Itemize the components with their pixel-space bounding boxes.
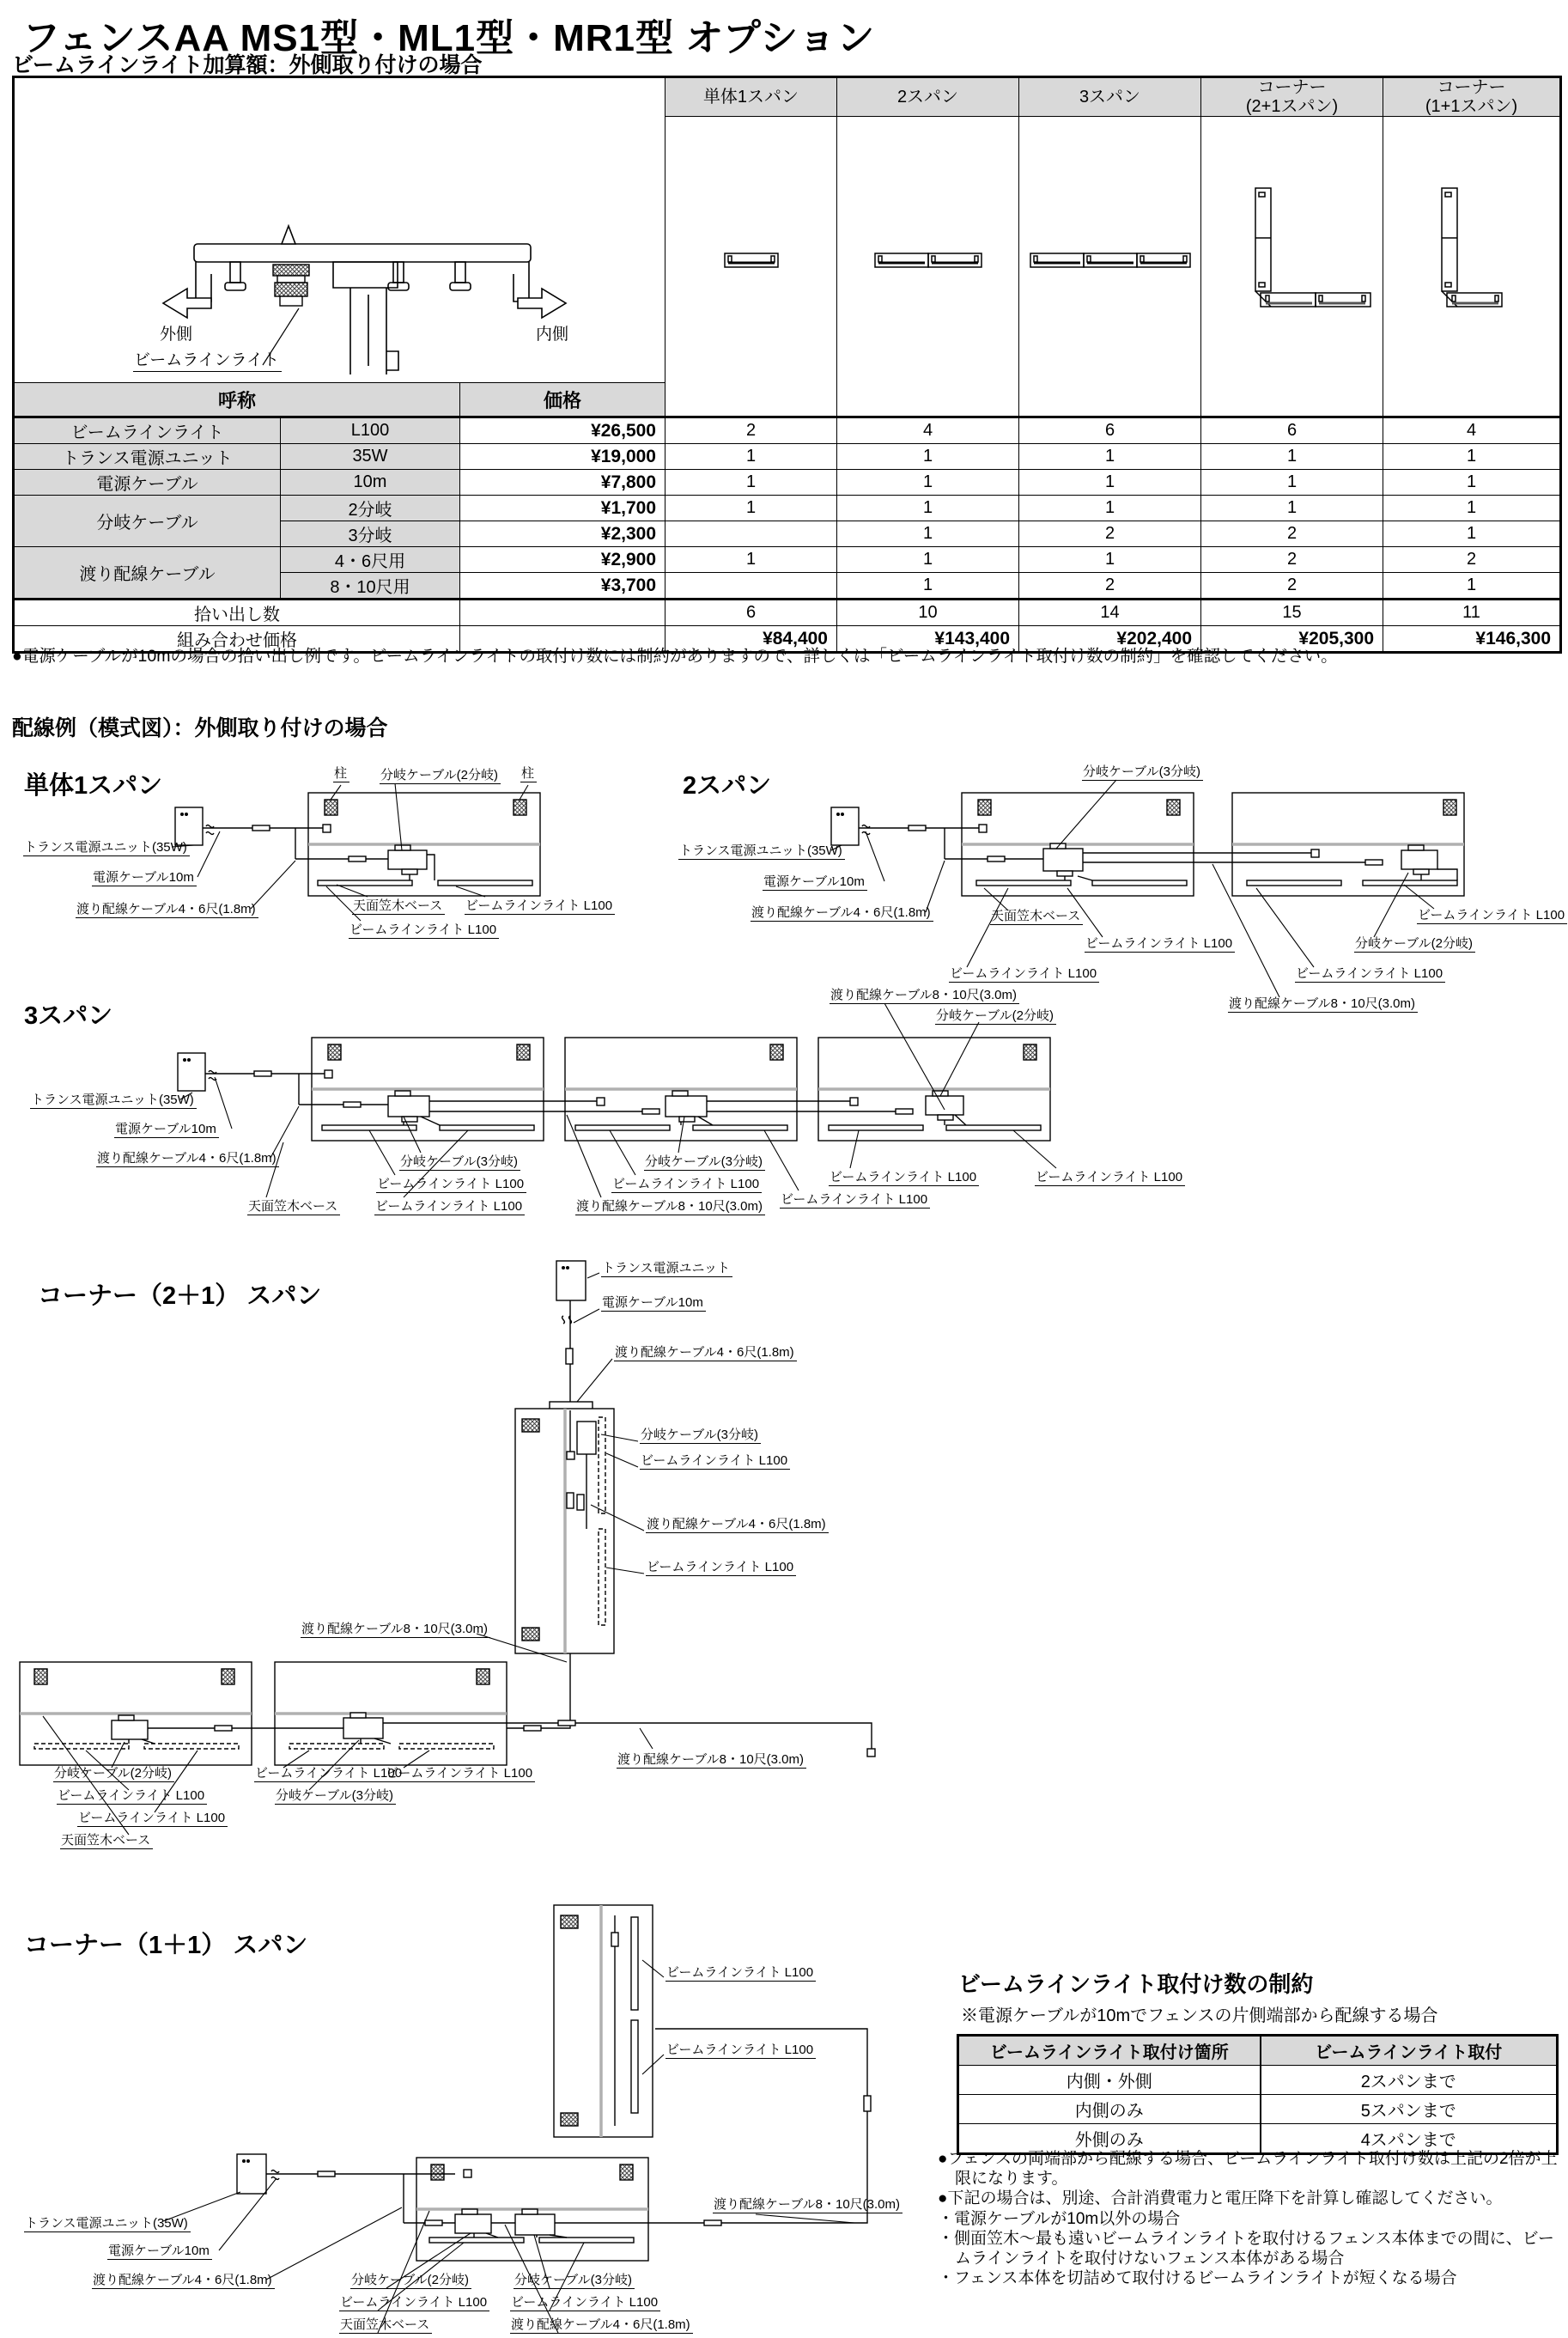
qty-cell: 1 [837, 521, 1019, 547]
pricing-heading: ビームラインライト加算額：外側取り付けの場合 [12, 53, 483, 77]
label-cross810: 渡り配線ケーブル8・10尺(3.0m) [301, 1622, 490, 1638]
diagram-title: 3スパン [24, 1002, 113, 1030]
label-cross46: 渡り配線ケーブル4・6尺(1.8m) [751, 905, 933, 922]
label-power-cable: 電源ケーブル10m [114, 1122, 219, 1138]
item-price: ¥2,900 [460, 547, 665, 573]
qty-cell: 2 [1383, 547, 1561, 573]
label-light: ビームラインライト L100 [376, 1177, 526, 1193]
qty-cell: 6 [1019, 417, 1201, 444]
qty-cell: 2 [1019, 573, 1201, 600]
col-header-corner11: コーナー (1+1スパン) [1383, 77, 1561, 117]
label-light: ビームラインライト L100 [1295, 966, 1445, 983]
pickup-qty: 14 [1019, 600, 1201, 626]
qty-cell: 1 [837, 496, 1019, 521]
limit-cell: 5スパンまで [1261, 2095, 1558, 2124]
outside-label: 外側 [160, 326, 193, 344]
item-spec: 3分岐 [281, 521, 460, 547]
table-row [14, 547, 1561, 573]
label-trans-short: トランス電源ユニット [601, 1261, 732, 1277]
col-header-3span: 3スパン [1019, 77, 1201, 117]
label-light: ビームラインライト L100 [385, 1766, 535, 1782]
diagram-corner-2plus1 [0, 1237, 979, 1860]
inside-arrow-icon [518, 289, 566, 318]
label-branch2: 分岐ケーブル(2分岐) [53, 1766, 174, 1782]
label-branch2: 分岐ケーブル(2分岐) [350, 2273, 471, 2289]
span-diagram-2span [837, 117, 1019, 417]
label-trans: トランス電源ユニット(35W) [24, 2216, 191, 2232]
label-branch2: 分岐ケーブル(2分岐) [935, 1008, 1056, 1025]
label-cross810: 渡り配線ケーブル8・10尺(3.0m) [575, 1199, 765, 1215]
item-spec: 4・6尺用 [281, 547, 460, 573]
beam-line-light-label: ビームラインライト [133, 351, 282, 372]
fence-panel-vertical [554, 1905, 653, 2137]
label-power-cable: 電源ケーブル10m [601, 1295, 706, 1312]
place-cell: 外側のみ [958, 2124, 1261, 2154]
qty-cell: 2 [1201, 521, 1383, 547]
qty-cell: 1 [837, 470, 1019, 496]
qty-cell: 1 [665, 547, 837, 573]
item-name: 電源ケーブル [14, 470, 281, 496]
item-price: ¥3,700 [460, 573, 665, 600]
qty-cell: 4 [837, 417, 1019, 444]
qty-cell: 2 [665, 417, 837, 444]
label-cap-base: 天面笠木ベース [352, 898, 445, 915]
label-light: ビームラインライト L100 [646, 1560, 796, 1576]
qty-cell: 1 [1383, 573, 1561, 600]
qty-cell: 1 [837, 444, 1019, 470]
page-title: フェンスAA MS1型・ML1型・MR1型 オプション [22, 17, 876, 59]
place-cell: 内側・外側 [958, 2066, 1261, 2095]
pickup-label: 拾い出し数 [14, 600, 460, 626]
diagram-title: 単体1スパン [24, 772, 163, 800]
label-cross46: 渡り配線ケーブル4・6尺(1.8m) [510, 2317, 693, 2334]
label-light: ビームラインライト L100 [949, 966, 1099, 983]
fence-panel [20, 1662, 252, 1765]
table-row [958, 2066, 1558, 2095]
table-row [14, 496, 1561, 521]
label-light: ビームラインライト L100 [510, 2295, 660, 2311]
diagram-two-span [678, 754, 1568, 1012]
label-cross46: 渡り配線ケーブル4・6尺(1.8m) [614, 1345, 797, 1361]
qty-cell: 1 [665, 444, 837, 470]
constraints-section [936, 1967, 1568, 2338]
label-branch2: 分岐ケーブル(2分岐) [1354, 936, 1475, 953]
qty-cell: 2 [1201, 573, 1383, 600]
qty-cell: 1 [1201, 444, 1383, 470]
outside-arrow-icon [163, 289, 211, 318]
wiring-heading: 配線例（模式図）：外側取り付けの場合 [12, 716, 388, 740]
power-unit [178, 1053, 216, 1091]
qty-cell: 1 [665, 470, 837, 496]
power-unit [831, 807, 870, 845]
label-power-cable: 電源ケーブル10m [763, 874, 867, 891]
qty-cell [665, 521, 837, 547]
note-item: ・側面笠木〜最も遠いビームラインライトを取付けるフェンス本体までの間に、ビームラインライトを取付けないフェンス本体がある場合 [938, 2229, 1554, 2268]
table-row [14, 417, 1561, 444]
qty-cell: 4 [1383, 417, 1561, 444]
qty-cell: 1 [1019, 496, 1201, 521]
pricing-footnote: ●電源ケーブルが10mの場合の拾い出し例です。ビームラインライトの取付け数には制約がありますので、詳しくは「ビームラインライト取付け数の制約」を確認してください。 [12, 647, 1338, 666]
empty-cell [460, 600, 665, 626]
label-cap-base: 天面笠木ベース [60, 1833, 153, 1849]
label-post: 柱 [520, 766, 537, 782]
label-light: ビームラインライト L100 [77, 1811, 228, 1827]
qty-cell: 6 [1201, 417, 1383, 444]
qty-cell [665, 573, 837, 600]
limit-cell: 2スパンまで [1261, 2066, 1558, 2095]
total-price: ¥84,400 [665, 626, 837, 653]
item-spec: 10m [281, 470, 460, 496]
label-branch3: 分岐ケーブル(3分岐) [275, 1788, 396, 1805]
label-cross810: 渡り配線ケーブル8・10尺(3.0m) [713, 2197, 903, 2213]
item-price: ¥7,800 [460, 470, 665, 496]
pickup-qty: 15 [1201, 600, 1383, 626]
constraints-col2-header: ビームラインライト取付 [1261, 2036, 1558, 2066]
item-price: ¥26,500 [460, 417, 665, 444]
power-unit [556, 1261, 586, 1324]
label-cap-base: 天面笠木ベース [339, 2317, 432, 2334]
place-cell: 内側のみ [958, 2095, 1261, 2124]
item-spec: 35W [281, 444, 460, 470]
diagram-title: コーナー（2＋1） スパン [38, 1282, 322, 1310]
qty-cell: 2 [1201, 547, 1383, 573]
label-power-cable: 電源ケーブル10m [107, 2244, 212, 2260]
qty-cell: 1 [1383, 521, 1561, 547]
label-branch3: 分岐ケーブル(3分岐) [514, 2273, 635, 2289]
name-header: 呼称 [14, 383, 460, 417]
label-branch2: 分岐ケーブル(2分岐) [380, 768, 501, 784]
label-light: ビームラインライト L100 [254, 1766, 404, 1782]
diagram-title: 2スパン [683, 772, 772, 800]
qty-cell: 1 [1383, 444, 1561, 470]
label-light: ビームラインライト L100 [465, 898, 615, 915]
label-cross810: 渡り配線ケーブル8・10尺(3.0m) [830, 988, 1019, 1004]
label-light: ビームラインライト L100 [57, 1788, 207, 1805]
label-power-cable: 電源ケーブル10m [92, 870, 197, 886]
qty-cell: 1 [1019, 470, 1201, 496]
item-price: ¥19,000 [460, 444, 665, 470]
span-diagram-corner11 [1383, 117, 1561, 417]
constraints-col1-header: ビームラインライト取付け箇所 [958, 2036, 1261, 2066]
note-item: ・フェンス本体を切詰めて取付けるビームラインライトが短くなる場合 [938, 2269, 1457, 2288]
light-bar [976, 880, 1457, 886]
price-header: 価格 [460, 383, 665, 417]
qty-cell: 1 [1019, 547, 1201, 573]
constraints-table [957, 2034, 1559, 2155]
label-cross810: 渡り配線ケーブル8・10尺(3.0m) [1228, 996, 1418, 1013]
constraints-heading: ビームラインライト取付け数の制約 [958, 1971, 1314, 1997]
item-price: ¥2,300 [460, 521, 665, 547]
total-price: ¥205,300 [1201, 626, 1383, 653]
qty-cell: 1 [1383, 470, 1561, 496]
label-cap-base: 天面笠木ベース [247, 1199, 340, 1215]
label-trans: トランス電源ユニット(35W) [30, 1093, 197, 1109]
label-light: ビームラインライト L100 [780, 1192, 930, 1209]
total-price: ¥146,300 [1383, 626, 1561, 653]
table-row [14, 470, 1561, 496]
qty-cell: 1 [1383, 496, 1561, 521]
constraints-note: ※電源ケーブルが10mでフェンスの片側端部から配線する場合 [961, 2006, 1438, 2025]
limit-cell: 4スパンまで [1261, 2124, 1558, 2154]
label-light: ビームラインライト L100 [1085, 936, 1235, 953]
label-branch3: 分岐ケーブル(3分岐) [644, 1154, 765, 1171]
note-item: ●フェンスの両端部から配線する場合、ビームラインライト取付け数は上記の2倍が上限になります。 [938, 2150, 1558, 2189]
item-spec: L100 [281, 417, 460, 444]
total-price: ¥143,400 [837, 626, 1019, 653]
constraints-notes [938, 2149, 1568, 2288]
label-light: ビームラインライト L100 [665, 1965, 816, 1982]
label-light: ビームラインライト L100 [339, 2295, 489, 2311]
fence-panel [275, 1662, 507, 1765]
label-trans: トランス電源ユニット(35W) [23, 840, 190, 856]
label-light: ビームラインライト L100 [665, 2043, 816, 2059]
table-row [958, 2095, 1558, 2124]
col-header-1span: 単体1スパン [665, 77, 837, 117]
label-light: ビームラインライト L100 [1417, 908, 1567, 924]
item-name: トランス電源ユニット [14, 444, 281, 470]
diagram-single-span [0, 754, 678, 977]
pickup-row [14, 600, 1561, 626]
col-header-corner21: コーナー (2+1スパン) [1201, 77, 1383, 117]
qty-cell: 1 [665, 496, 837, 521]
wire [550, 1300, 593, 1410]
label-light: ビームラインライト L100 [349, 922, 499, 939]
label-post: 柱 [333, 766, 349, 782]
table-row [14, 444, 1561, 470]
label-cross46: 渡り配線ケーブル4・6尺(1.8m) [96, 1151, 279, 1167]
span-diagram-corner21 [1201, 117, 1383, 417]
label-cross46: 渡り配線ケーブル4・6尺(1.8m) [92, 2273, 275, 2289]
item-name: 渡り配線ケーブル [14, 547, 281, 600]
note-item: ●下記の場合は、別途、合計消費電力と電圧降下を計算し確認してください。 [938, 2189, 1503, 2208]
diagram-title: コーナー（1＋1） スパン [24, 1932, 308, 1959]
qty-cell: 1 [837, 573, 1019, 600]
label-light: ビームラインライト L100 [1035, 1170, 1185, 1186]
label-cap-base: 天面笠木ベース [990, 909, 1083, 925]
branch-splitter-3 [1043, 843, 1083, 876]
label-trans: トランス電源ユニット(35W) [678, 843, 845, 860]
label-branch3: 分岐ケーブル(3分岐) [1082, 764, 1203, 781]
label-cross46: 渡り配線ケーブル4・6尺(1.8m) [646, 1517, 829, 1533]
item-spec: 8・10尺用 [281, 573, 460, 600]
span-diagram-3span [1019, 117, 1201, 417]
qty-cell: 1 [1201, 470, 1383, 496]
item-name: ビームラインライト [14, 417, 281, 444]
label-light: ビームラインライト L100 [611, 1177, 762, 1193]
inside-label: 内側 [536, 326, 569, 344]
pickup-qty: 10 [837, 600, 1019, 626]
note-item: ・電源ケーブルが10m以外の場合 [938, 2209, 1181, 2228]
branch-splitter-3 [665, 1091, 707, 1122]
diagram-three-span [0, 986, 1322, 1235]
pickup-qty: 6 [665, 600, 837, 626]
qty-cell: 1 [1201, 496, 1383, 521]
item-spec: 2分岐 [281, 496, 460, 521]
label-cross46: 渡り配線ケーブル4・6尺(1.8m) [76, 902, 258, 918]
cross-section-cell [14, 77, 665, 383]
pricing-table [12, 76, 1562, 654]
span-diagram-1span [665, 117, 837, 417]
beam-line-light-fixture [273, 265, 309, 306]
item-name: 分岐ケーブル [14, 496, 281, 547]
total-price: ¥202,400 [1019, 626, 1201, 653]
label-cross810: 渡り配線ケーブル8・10尺(3.0m) [617, 1752, 806, 1769]
col-header-2span: 2スパン [837, 77, 1019, 117]
label-branch3: 分岐ケーブル(3分岐) [640, 1428, 761, 1444]
total-label: 組み合わせ価格 [14, 626, 460, 653]
pickup-qty: 11 [1383, 600, 1561, 626]
qty-cell: 2 [1019, 521, 1201, 547]
label-light: ビームラインライト L100 [829, 1170, 979, 1186]
item-price: ¥1,700 [460, 496, 665, 521]
label-light: ビームラインライト L100 [374, 1199, 525, 1215]
label-branch3: 分岐ケーブル(3分岐) [399, 1154, 520, 1171]
qty-cell: 1 [1019, 444, 1201, 470]
label-light: ビームラインライト L100 [640, 1453, 790, 1470]
qty-cell: 1 [837, 547, 1019, 573]
